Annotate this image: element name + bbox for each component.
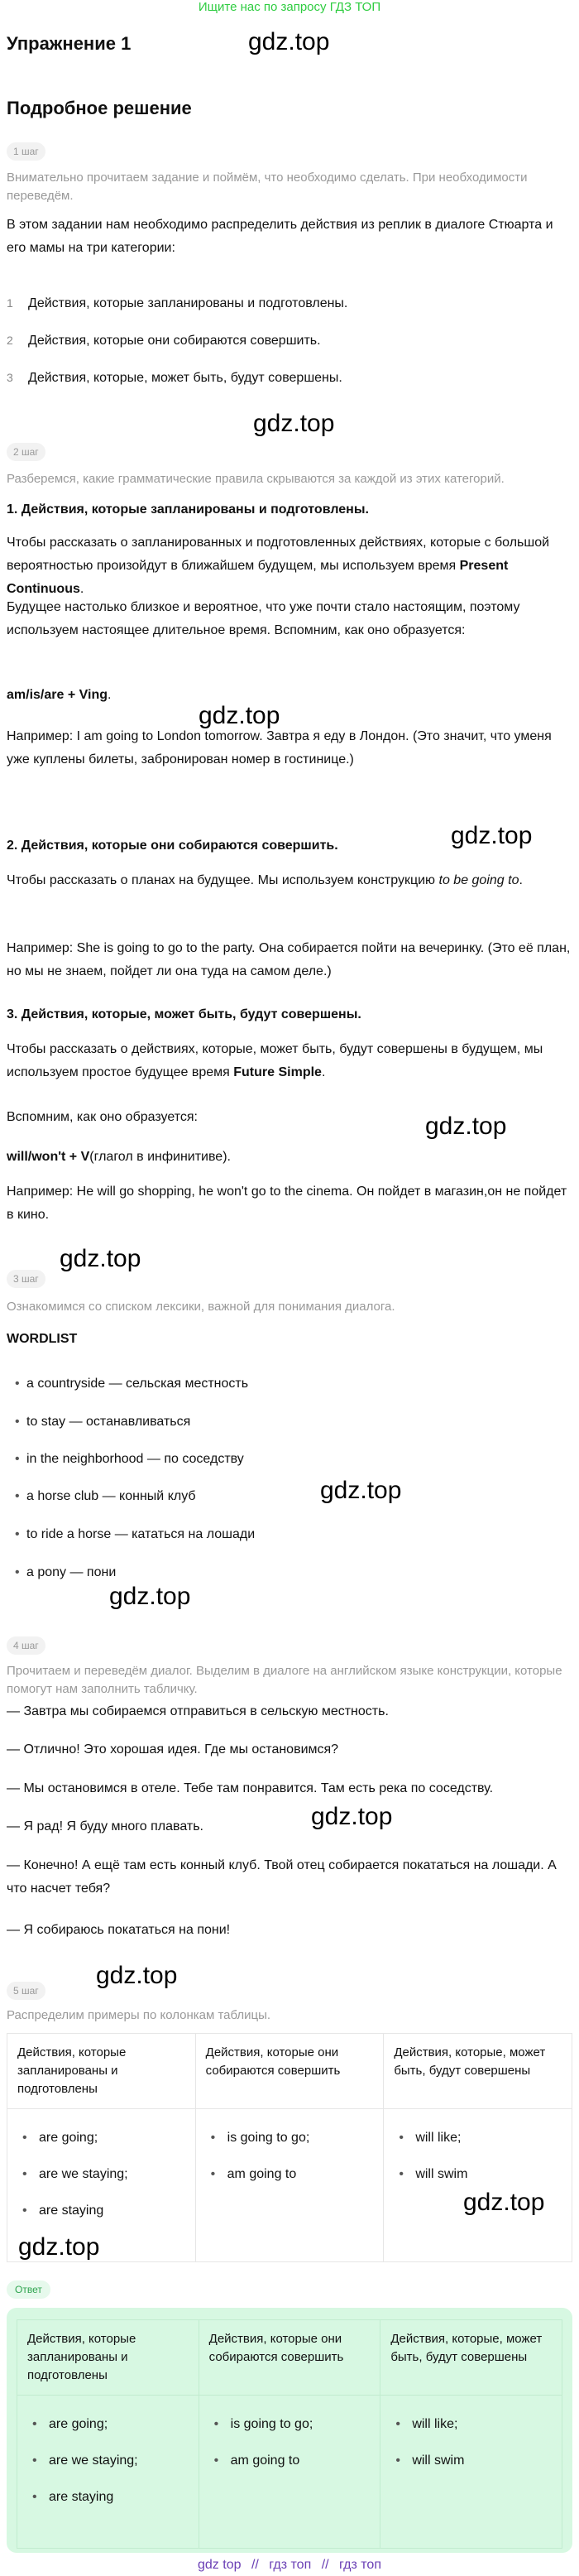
wordlist-item: • to stay — останавливаться (26, 1412, 190, 1432)
paragraph: В этом задании нам необходимо распределить действия из реплик в диалоге Стюарта и его мамы на три категории: (7, 218, 553, 255)
item-number: 3 (7, 371, 13, 384)
dialogue-line: — Мы остановимся в отеле. Тебе там понравится. Там есть река по соседству. (7, 1781, 494, 1795)
rule-heading: 2. Действия, которые они собираются совершить. (7, 839, 338, 853)
formula (7, 1146, 572, 1169)
dialogue-line: — Завтра мы собираемся отправиться в сельскую местность. (7, 1704, 389, 1718)
step-intro: Прочитаем и переведём диалог. Выделим в диалоге на английском языке конструкции, которые помогут нам заполнить табличку. (7, 1664, 562, 1696)
numbered-item (7, 293, 347, 314)
item-number: 2 (7, 334, 13, 347)
table-cell (380, 2396, 562, 2549)
watermark: gdz.top (451, 822, 533, 849)
watermark: gdz.top (60, 1245, 141, 1272)
watermark: gdz.top (311, 1803, 393, 1830)
footer-link[interactable]: гдз топ (269, 2558, 312, 2572)
text: Чтобы рассказать о запланированных и подготовленных действиях, которые с большой вероятностью произойдут в ближайшем будущем, мы используем время (7, 536, 550, 573)
numbered-item (7, 330, 321, 351)
watermark: gdz.top (463, 2189, 545, 2216)
dialogue-line: — Отлично! Это хорошая идея. Где мы остановимся? (7, 1742, 339, 1757)
wordlist-item: • a countryside — сельская местность (26, 1374, 248, 1394)
table-header: Действия, которые, может быть, будут совершены (380, 2320, 562, 2396)
table-cell (199, 2396, 380, 2549)
item-number: 1 (7, 296, 13, 310)
table-item: • am going to (209, 2452, 371, 2470)
step-intro: Ознакомимся со списком лексики, важной для понимания диалога. (7, 1300, 395, 1314)
rule-heading: 1. Действия, которые запланированы и подготовлены. (7, 502, 369, 517)
text: Чтобы рассказать о планах на будущее. Мы используем конструкцию (7, 873, 439, 887)
item-text: Действия, которые запланированы и подготовлены. (28, 296, 348, 310)
table-item: • will like; (390, 2415, 552, 2434)
dialogue-line: — Я собираюсь покататься на пони! (7, 1923, 231, 1937)
table-header: Действия, которые запланированы и подготовлены (17, 2320, 199, 2396)
paragraph (7, 869, 572, 892)
example: Например: He will go shopping, he won't go to the cinema. Он пойдет в магазин,он не пойдет в кино. (7, 1185, 567, 1222)
tense-name: Present Continuous (7, 559, 509, 596)
watermark: gdz.top (109, 1583, 191, 1610)
watermark: gdz.top (248, 28, 330, 55)
item-text: Действия, которые они собираются совершить. (28, 334, 321, 348)
example: Например: I am going to London tomorrow. Завтра я еду в Лондон. (Это значит, что уменя уже куплены билеты, забронирован номер в гостинице.) (7, 729, 552, 767)
watermark: gdz.top (96, 1962, 178, 1989)
step-badge: 3 шаг (7, 1270, 45, 1288)
paragraph (7, 1038, 572, 1084)
wordlist-item: • to ride a horse — кататься на лошади (26, 1525, 255, 1545)
step-intro: Разберемся, какие грамматические правила скрываются за каждой из этих категорий. (7, 472, 505, 486)
text: . (79, 582, 84, 596)
text: Чтобы рассказать о действиях, которые, может быть, будут совершены в будущем, мы используем простое будущее время (7, 1042, 543, 1079)
wordlist-heading: WORDLIST (7, 1332, 78, 1346)
dialogue-line: — Конечно! А ещё там есть конный клуб. Твой отец собирается покататься на лошади. А что насчет тебя? (7, 1858, 557, 1896)
formula-text: will/won't + V (7, 1150, 90, 1164)
table-item: • is going to go; (206, 2129, 374, 2147)
footer-link[interactable]: gdz top (198, 2558, 242, 2572)
table-item: • are we staying; (17, 2165, 185, 2184)
watermark: gdz.top (18, 2233, 100, 2261)
step-badge: 4 шаг (7, 1636, 45, 1655)
formula (7, 684, 572, 707)
section-title: Подробное решение (7, 98, 192, 118)
answer-box (7, 2308, 572, 2553)
paragraph (7, 531, 572, 601)
footer-link[interactable]: гдз топ (339, 2558, 381, 2572)
step-intro: Внимательно прочитаем задание и поймём, что необходимо сделать. При необходимости переведём. (7, 171, 528, 203)
watermark: gdz.top (199, 702, 280, 729)
table-item: • are we staying; (27, 2452, 189, 2470)
table-item: • will swim (394, 2165, 562, 2184)
text: . (519, 873, 523, 887)
paragraph: Вспомним, как оно образуется: (7, 1110, 198, 1124)
text: . (321, 1065, 326, 1079)
table-item: • will swim (390, 2452, 552, 2470)
table-cell (195, 2109, 384, 2262)
table-item: • will like; (394, 2129, 562, 2147)
step-badge: 2 шаг (7, 443, 45, 461)
footer-links (0, 2558, 579, 2573)
item-text: Действия, которые, может быть, будут совершены. (28, 371, 342, 385)
step-badge: 1 шаг (7, 142, 45, 161)
top-banner[interactable]: Ищите нас по запросу ГДЗ ТОП (198, 0, 381, 14)
table-item: • is going to go; (209, 2415, 371, 2434)
table-item: • are going; (17, 2129, 185, 2147)
example: Например: She is going to go to the party. Она собирается пойти на вечеринку. (Это её план, но мы не знаем, пойдет ли она туда на самом деле.) (7, 941, 571, 978)
table-header: Действия, которые запланированы и подготовлены (7, 2034, 196, 2109)
table-cell (384, 2109, 572, 2262)
footer-separator: // (251, 2558, 259, 2572)
numbered-item (7, 368, 342, 388)
page-title: Упражнение 1 (7, 33, 132, 54)
construction: to be going to (438, 873, 519, 887)
answer-table (17, 2319, 562, 2549)
tense-name: Future Simple (233, 1065, 322, 1079)
table-header: Действия, которые они собираются совершить (199, 2320, 380, 2396)
text: (глагол в инфинитиве). (89, 1150, 231, 1164)
table-item: • are staying (17, 2202, 185, 2220)
table-item: • am going to (206, 2165, 374, 2184)
watermark: gdz.top (253, 410, 335, 437)
watermark: gdz.top (425, 1113, 507, 1140)
table-header: Действия, которые они собираются совершить (195, 2034, 384, 2109)
text: . (108, 688, 112, 702)
formula-text: am/is/are + Ving (7, 688, 108, 702)
paragraph: Будущее настолько близкое и вероятное, что уже почти стало настоящим, поэтому используем настоящее длительное время. Вспомним, как оно образуется: (7, 600, 520, 637)
wordlist-item: • a pony — пони (26, 1563, 116, 1583)
footer-separator: // (321, 2558, 329, 2572)
table-item: • are staying (27, 2488, 189, 2506)
step-badge: 5 шаг (7, 1982, 45, 2000)
rule-heading: 3. Действия, которые, может быть, будут совершены. (7, 1007, 361, 1021)
watermark: gdz.top (320, 1477, 402, 1504)
wordlist-item: • a horse club — конный клуб (26, 1487, 196, 1507)
table-item: • are going; (27, 2415, 189, 2434)
table-header: Действия, которые, может быть, будут совершены (384, 2034, 572, 2109)
step-intro: Распределим примеры по колонкам таблицы. (7, 2008, 271, 2022)
answer-badge: Ответ (7, 2280, 50, 2299)
table-cell (17, 2396, 199, 2549)
solution-table (7, 2033, 572, 2262)
dialogue-line: — Я рад! Я буду много плавать. (7, 1819, 203, 1833)
wordlist-item: • in the neighborhood — по соседству (26, 1449, 244, 1469)
